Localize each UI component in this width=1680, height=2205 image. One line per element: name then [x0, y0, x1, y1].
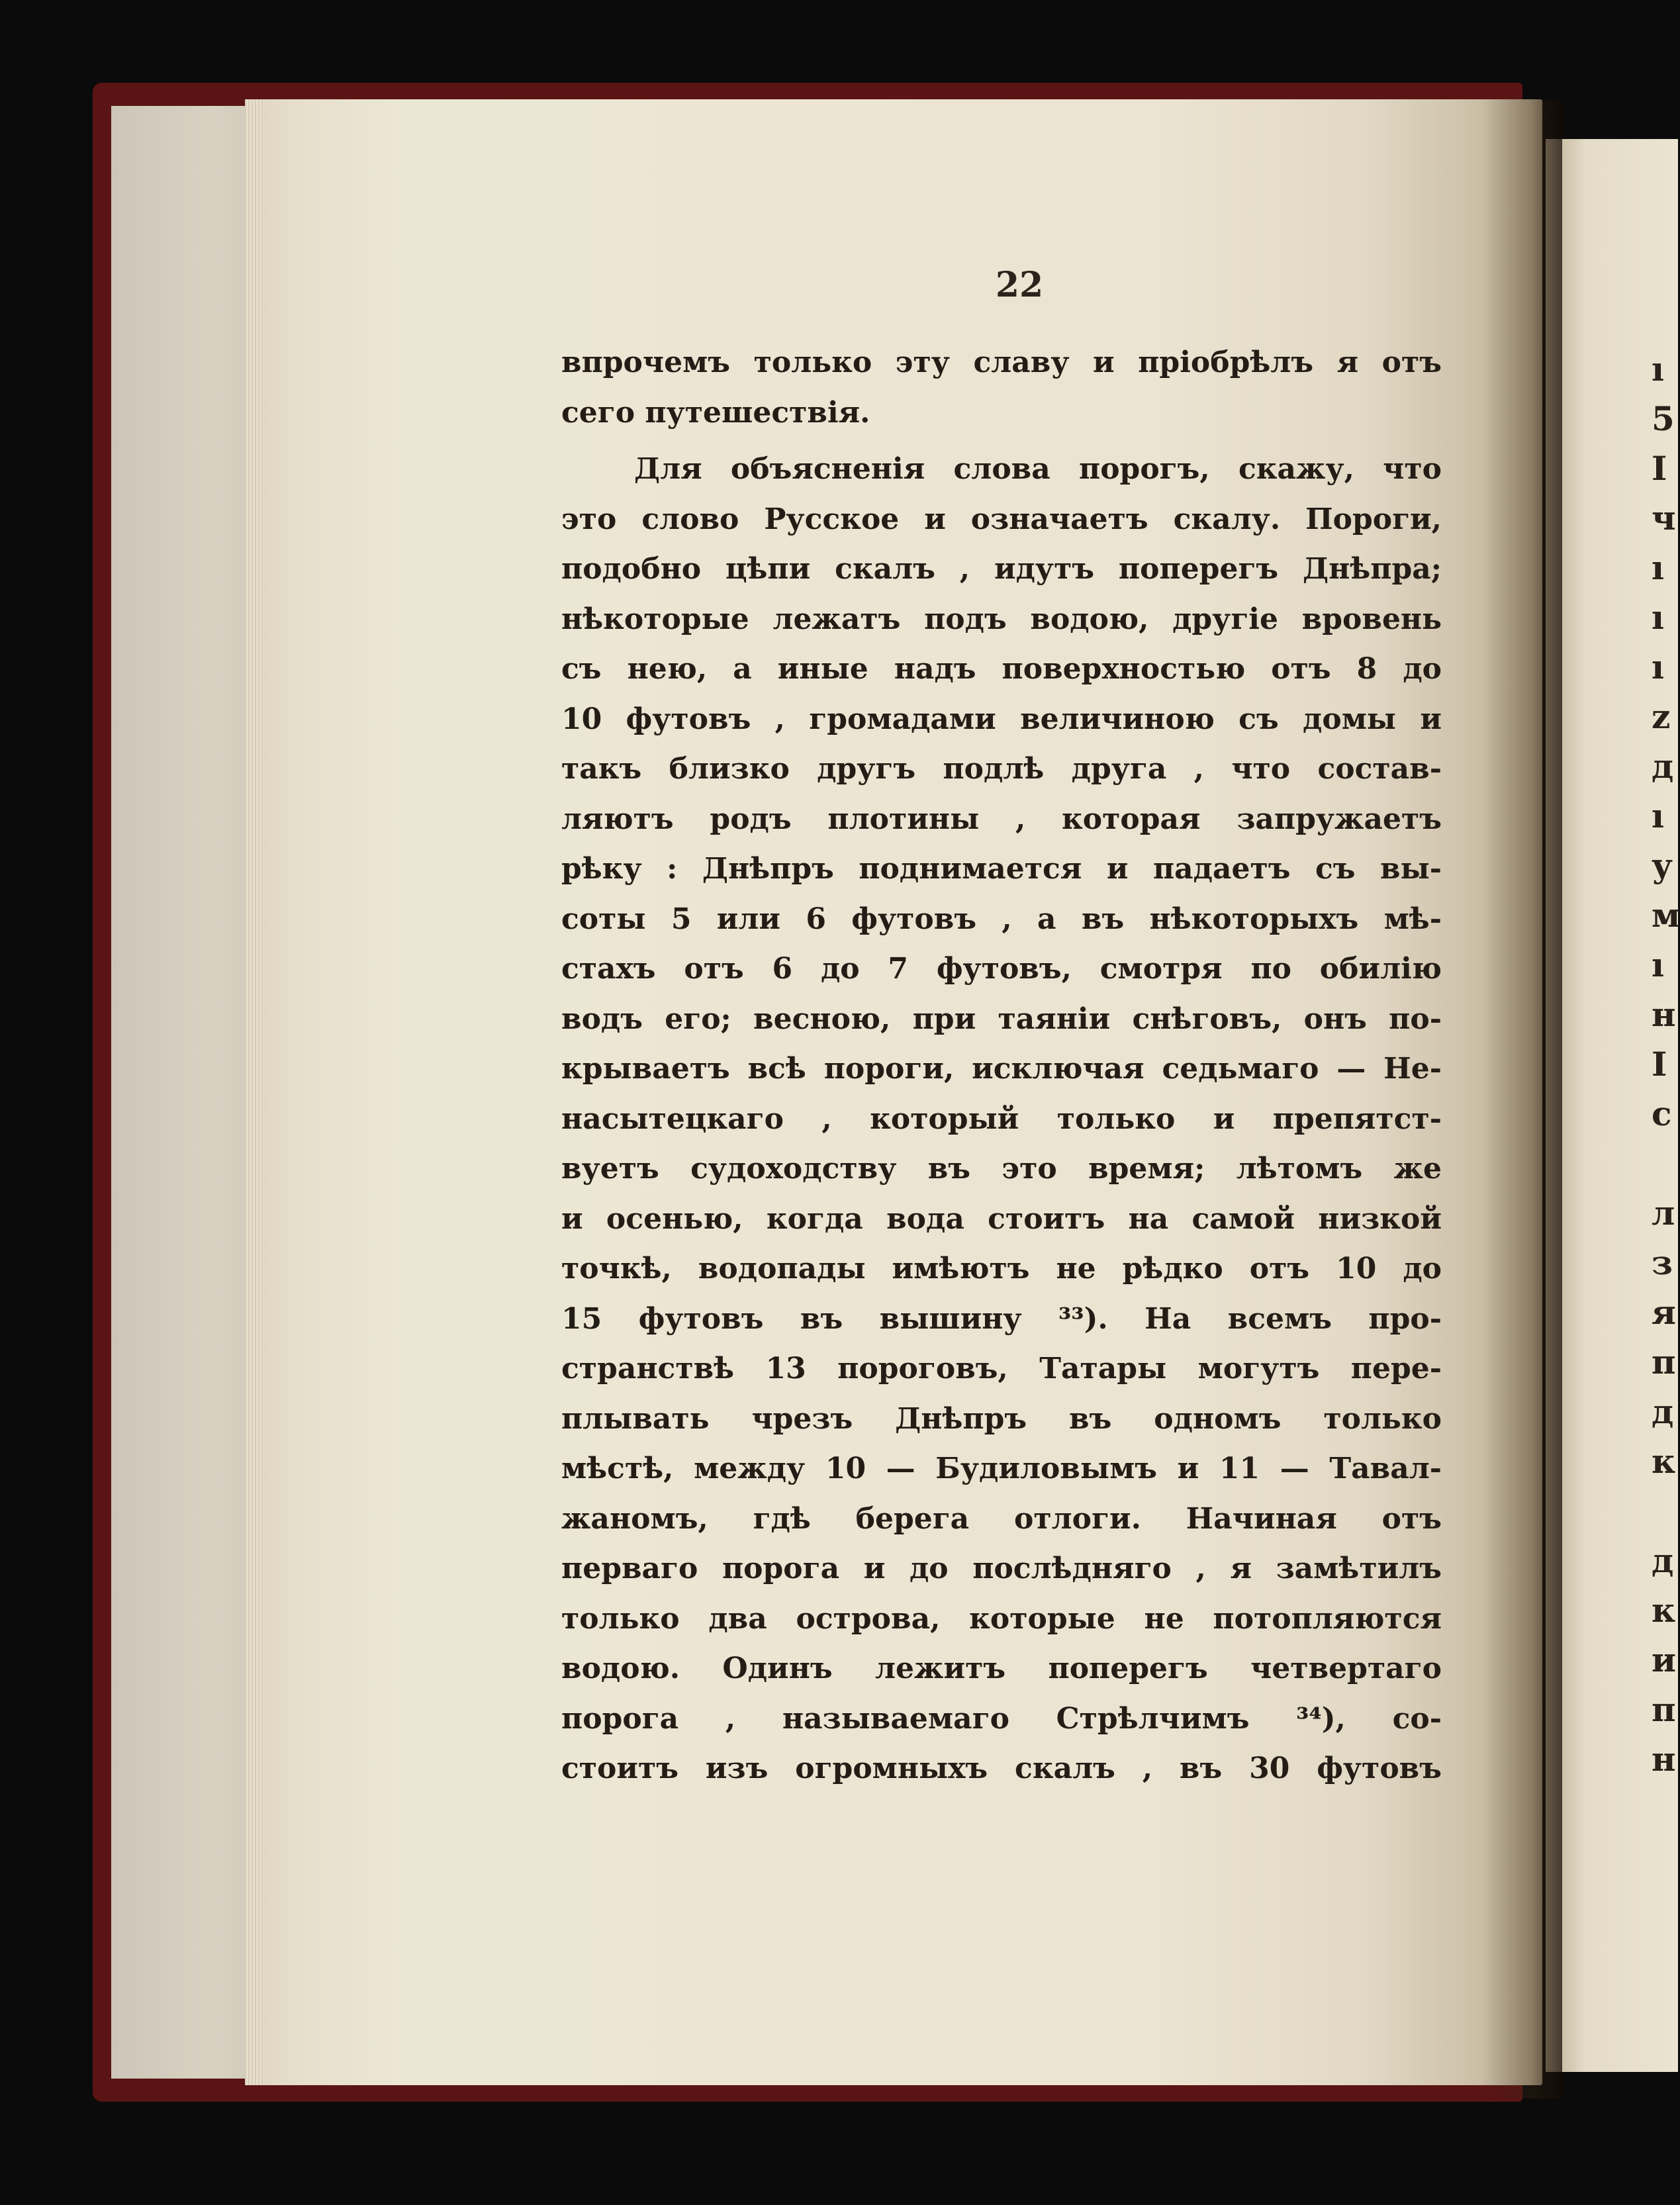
text-line: только два острова, которые не потопляются	[561, 1601, 1442, 1636]
facing-page-letter: п	[1652, 1342, 1676, 1382]
facing-page-letter: z	[1652, 697, 1671, 736]
page-body	[561, 338, 1442, 1794]
text-line: жаномъ, гдѣ берега отлоги. Начиная отъ	[561, 1501, 1442, 1536]
text-line: это слово Русское и означаетъ скалу. Пороги,	[561, 502, 1442, 536]
facing-page-letter: д	[1652, 747, 1674, 786]
text-line: сего путешествія.	[561, 395, 870, 430]
text-line: ляютъ родъ плотины , которая запружаетъ	[561, 802, 1442, 836]
facing-page-letter	[1652, 1139, 1678, 1188]
text-line: странствѣ 13 пороговъ, Татары могутъ пере-	[561, 1352, 1442, 1385]
facing-page-letter	[1652, 1486, 1678, 1536]
facing-page-letter: ı	[1652, 945, 1664, 984]
facing-page-letter: Ι	[1652, 1045, 1667, 1084]
text-line: точкѣ, водопады имѣютъ не рѣдко отъ 10 до	[561, 1252, 1442, 1286]
text-line: стоитъ изъ огромныхъ скалъ , въ 30 футовъ	[561, 1752, 1442, 1785]
text-line: порога , называемаго Стрѣлчимъ ³⁴), со-	[561, 1701, 1442, 1736]
text-line: водою. Одинъ лежитъ поперегъ четвертаго	[561, 1652, 1442, 1685]
text-line: рѣку : Днѣпръ поднимается и падаетъ съ вы-	[561, 852, 1442, 886]
page-number: 22	[995, 265, 1044, 305]
facing-page-letter: з	[1652, 1243, 1673, 1282]
facing-page-letter: с	[1652, 1094, 1672, 1133]
text-line: насытецкаго , который только и препятст-	[561, 1102, 1442, 1136]
text-line: плывать чрезъ Днѣпръ въ одномъ только	[561, 1401, 1442, 1436]
facing-page-letter: к	[1652, 1442, 1676, 1481]
text-line: и осенью, когда вода стоитъ на самой низкой	[561, 1201, 1442, 1236]
facing-page-letter: я	[1652, 1293, 1676, 1332]
text-line: такъ близко другъ подлѣ друга , что состав-	[561, 752, 1442, 786]
facing-page-letter: 5	[1652, 399, 1675, 438]
text-line: водъ его; весною, при таяніи снѣговъ, онъ по-	[561, 1002, 1442, 1036]
text-line: мѣстѣ, между 10 — Будиловымъ и 11 — Тавал-	[561, 1452, 1442, 1485]
facing-page-letter: ı	[1652, 598, 1664, 637]
facing-page-letter: и	[1652, 1640, 1677, 1679]
facing-page-letter: л	[1652, 1194, 1675, 1233]
facing-page-letter: д	[1652, 1392, 1674, 1431]
facing-page-letter: п	[1652, 1690, 1676, 1729]
facing-page-letter: к	[1652, 1591, 1676, 1630]
facing-page-letter: м	[1652, 896, 1680, 935]
text-line: впрочемъ только эту славу и пріобрѣлъ я отъ	[561, 346, 1442, 379]
facing-page-letter: д	[1652, 1541, 1674, 1580]
facing-page-letter: ı	[1652, 548, 1664, 587]
page-block-edge	[245, 99, 263, 2085]
text-line: соты 5 или 6 футовъ , а въ нѣкоторыхъ мѣ-	[561, 902, 1442, 936]
facing-page-letter: у	[1652, 846, 1673, 885]
facing-page-letter: н	[1652, 1740, 1676, 1779]
text-line: съ нею, а иные надъ поверхностью отъ 8 до	[561, 652, 1442, 686]
facing-page-letter: ч	[1652, 498, 1676, 538]
facing-page-letter: I	[1652, 449, 1667, 488]
text-line: нѣкоторые лежатъ подъ водою, другіе вровень	[561, 602, 1442, 636]
text-line: Для объясненія слова порогъ, скажу, что	[634, 452, 1442, 486]
gutter-shadow	[1483, 99, 1562, 2098]
facing-page-cut-text	[1652, 344, 1678, 1784]
text-line: 10 футовъ , громадами величиною съ домы и	[561, 702, 1442, 736]
facing-page-letter: ı	[1652, 647, 1664, 686]
text-line: перваго порога и до послѣдняго , я замѣтилъ	[561, 1552, 1442, 1585]
facing-page-letter: ı	[1652, 796, 1664, 835]
text-line: крываетъ всѣ пороги, исключая седьмаго — Не-	[561, 1052, 1442, 1086]
text-line: подобно цѣпи скалъ , идутъ поперегъ Днѣпра;	[561, 552, 1442, 586]
facing-page-letter: ı	[1652, 350, 1664, 389]
text-line: вуетъ судоходству въ это время; лѣтомъ же	[561, 1152, 1442, 1186]
facing-page-letter: н	[1652, 995, 1676, 1034]
text-line: 15 футовъ въ вышину ³³). На всемъ про-	[561, 1301, 1442, 1336]
text-line: стахъ отъ 6 до 7 футовъ, смотря по обилію	[561, 952, 1442, 986]
